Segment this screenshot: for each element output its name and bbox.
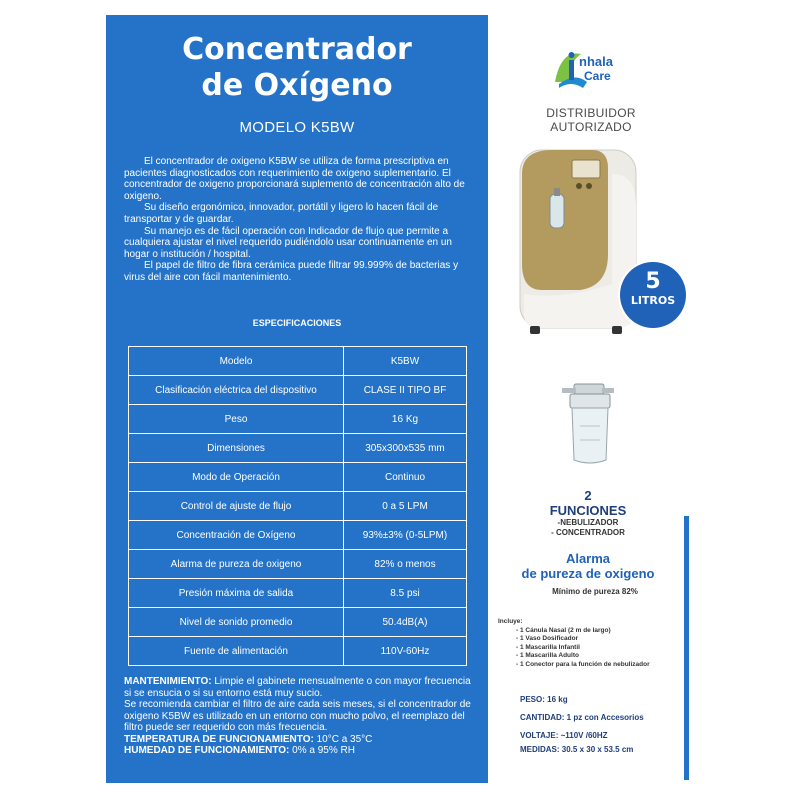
table-row <box>129 434 467 463</box>
table-row <box>129 405 467 434</box>
filter-paragraph: Se recomienda cambiar el filtro de aire cada seis meses, si el concentrador de oxigeno K5BW es utilizado en un entorno con mucho polvo, el reemplazo del filtro puede ser requerido con más frecuencia. <box>124 699 471 733</box>
table-row <box>129 637 467 666</box>
spec-value: 0 a 5 LPM <box>344 492 467 521</box>
description-paragraph: Su diseño ergonómico, innovador, portátil y ligero lo hacen fácil de transportar y de guardar. <box>124 202 439 225</box>
spec-value: 93%±3% (0-5LPM) <box>344 521 467 550</box>
humidity-line <box>124 745 480 757</box>
list-item: - 1 Cánula Nasal (2 m de largo) <box>516 626 611 634</box>
model-label: MODELO K5BW <box>239 119 355 136</box>
includes-heading: Incluye: <box>498 618 523 625</box>
spec-value: 50.4dB(A) <box>344 608 467 637</box>
spec-label: Fuente de alimentación <box>129 637 344 666</box>
description-paragraph: El concentrador de oxigeno K5BW se utiliza de forma prescriptiva en pacientes diagnosticados con requerimiento de oxigeno suplementario. El concentrador de oxigeno proporcionará suplemento de concentración alto de oxigeno. <box>124 156 465 202</box>
minimum-purity: Mínimo de pureza 82% <box>552 587 638 596</box>
table-row <box>129 463 467 492</box>
spec-value: K5BW <box>344 347 467 376</box>
humidity-label: HUMEDAD DE FUNCIONAMIENTO: <box>124 745 290 756</box>
temperature-label: TEMPERATURA DE FUNCIONAMIENTO: <box>124 733 314 745</box>
distrib-line-1: DISTRIBUIDOR <box>546 106 636 120</box>
includes-list <box>498 618 684 669</box>
spec-label: Modelo <box>129 347 344 376</box>
title-line-1: Concentrador <box>182 32 412 67</box>
spec-value: 305x300x535 mm <box>344 434 467 463</box>
list-item: - 1 Vaso Dosificador <box>516 635 579 642</box>
functions-count: 2 <box>584 488 592 503</box>
spec-value: Continuo <box>344 463 467 492</box>
spec-value: 82% o menos <box>344 550 467 579</box>
alarm-line-1: Alarma <box>565 551 611 566</box>
title-line-2: de Oxígeno <box>201 68 393 103</box>
authorized-distributor <box>526 106 656 134</box>
specs-title: ESPECIFICACIONES <box>252 318 342 328</box>
function-item: -NEBULIZADOR <box>557 518 619 527</box>
badge-number: 5 <box>645 269 661 294</box>
functions-block <box>498 488 678 538</box>
spec-label: Nivel de sonido promedio <box>129 608 344 637</box>
spec-label: Control de ajuste de flujo <box>129 492 344 521</box>
alarm-line-2: de pureza de oxigeno <box>521 566 655 581</box>
table-row <box>129 492 467 521</box>
description <box>124 156 476 284</box>
spec-label: Dimensiones <box>129 434 344 463</box>
size-fact: MEDIDAS: 30.5 x 30 x 53.5 cm <box>520 745 634 754</box>
spec-label: Alarma de pureza de oxigeno <box>129 550 344 579</box>
table-row <box>129 608 467 637</box>
quantity-fact: CANTIDAD: 1 pz con Accesorios <box>520 713 644 722</box>
humidity-value: 0% a 95% RH <box>289 745 355 756</box>
logo-text-2: Care <box>584 69 611 83</box>
table-row <box>129 550 467 579</box>
spec-value: 8.5 psi <box>344 579 467 608</box>
temperature-line <box>124 734 480 746</box>
functions-heading: FUNCIONES <box>549 503 627 518</box>
spec-label: Concentración de Oxígeno <box>129 521 344 550</box>
table-row <box>129 521 467 550</box>
spec-value: 16 Kg <box>344 405 467 434</box>
function-item: - CONCENTRADOR <box>551 528 625 537</box>
distrib-line-2: AUTORIZADO <box>550 120 632 134</box>
weight-fact: PESO: 16 kg <box>520 695 568 704</box>
maintenance-label: MANTENIMIENTO: <box>124 676 212 687</box>
spec-label: Presión máxima de salida <box>129 579 344 608</box>
list-item: - 1 Mascarilla Infantil <box>516 643 580 651</box>
alarm-heading <box>498 551 678 581</box>
spec-label: Modo de Operación <box>129 463 344 492</box>
table-row <box>129 376 467 405</box>
badge-unit: LITROS <box>630 294 676 307</box>
accent-bar <box>684 516 689 780</box>
description-paragraph: El papel de filtro de fibra cerámica puede filtrar 99.999% de bacterias y virus del aire con fácil mantenimiento. <box>124 260 459 283</box>
logo-text-1: nhala <box>579 54 613 69</box>
specs-table <box>128 346 467 666</box>
liters-badge <box>620 262 686 328</box>
spec-value: CLASE II TIPO BF <box>344 376 467 405</box>
product-info-panel <box>106 15 488 783</box>
spec-label: Peso <box>129 405 344 434</box>
maintenance-paragraph <box>124 676 480 699</box>
table-row <box>129 579 467 608</box>
inhala-care-logo <box>547 42 637 92</box>
voltage-fact: VOLTAJE: ~110V /60HZ <box>520 731 608 740</box>
spec-label: Clasificación eléctrica del dispositivo <box>129 376 344 405</box>
table-row <box>129 347 467 376</box>
temperature-value: 10°C a 35°C <box>313 733 373 745</box>
list-item: - 1 Mascarilla Adulto <box>516 652 579 659</box>
spec-value: 110V-60Hz <box>344 637 467 666</box>
list-item: - 1 Conector para la función de nebulizador <box>516 660 650 668</box>
humidifier-bottle-image <box>556 378 626 468</box>
description-paragraph: Su manejo es de fácil operación con Indicador de flujo que permite a cualquiera ajustar el nivel requerido pudiéndolo usar continuamente en un hogar o institución / hospital. <box>124 225 452 260</box>
maintenance-text: Limpie el gabinete mensualmente o con mayor frecuencia si se ensucia o si su entorno está muy sucio. <box>124 676 471 699</box>
maintenance-section <box>124 676 480 757</box>
